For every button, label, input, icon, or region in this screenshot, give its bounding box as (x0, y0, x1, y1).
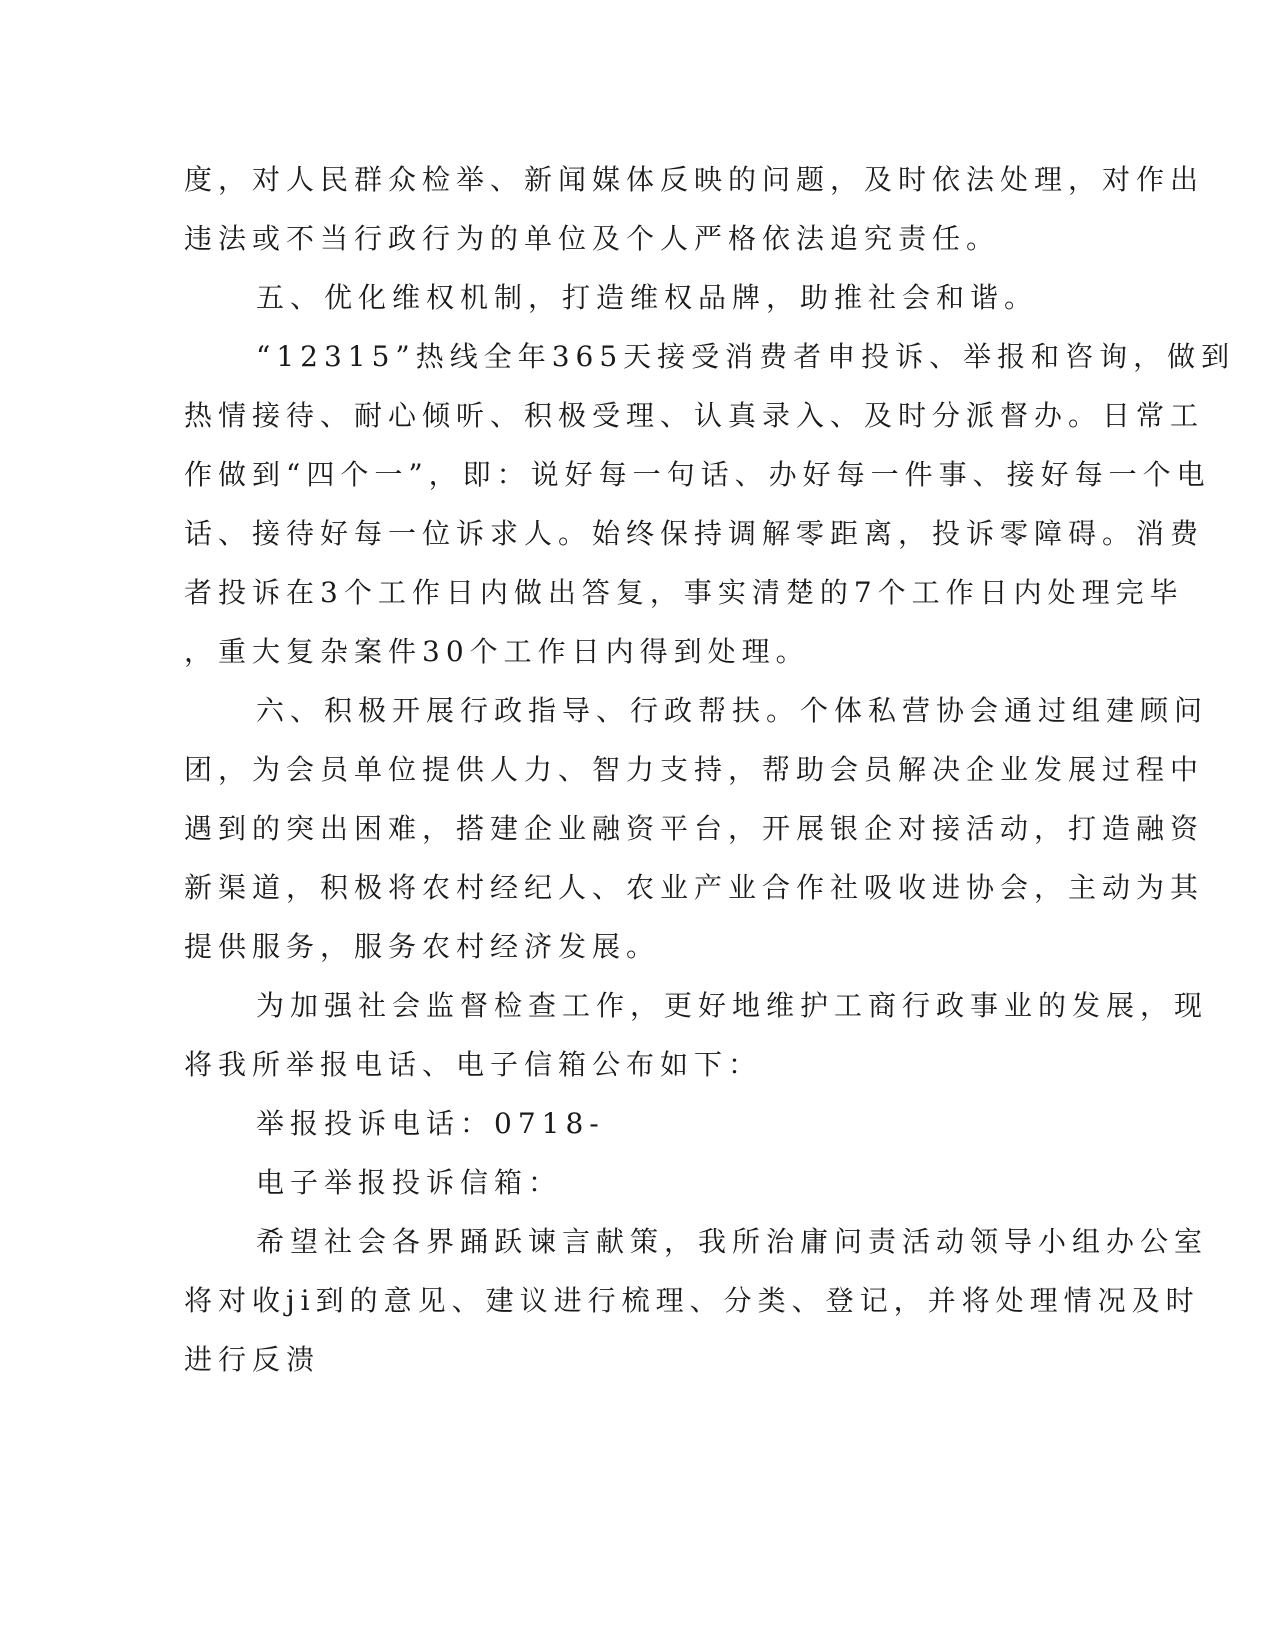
text-line: 进行反溃 (184, 1343, 321, 1376)
text-line: 遇到的突出困难，搭建企业融资平台，开展银企对接活动，打造融资 (184, 812, 1205, 845)
text-line: 希望社会各界踊跃谏言献策，我所治庸问责活动领导小组办公室 (256, 1225, 1209, 1258)
text-line: 作做到“四个一”，即：说好每一句话、办好每一件事、接好每一个电 (184, 458, 1211, 491)
report-email: 电子举报投诉信箱： (256, 1166, 563, 1199)
text-line: ，重大复杂案件30个工作日内得到处理。 (184, 635, 810, 668)
text-line: 热情接待、耐心倾听、积极受理、认真录入、及时分派督办。日常工 (184, 399, 1205, 432)
text-line: 为加强社会监督检查工作，更好地维护工商行政事业的发展，现 (256, 989, 1209, 1022)
text-line: 将对收ji到的意见、建议进行梳理、分类、登记，并将处理情况及时 (184, 1284, 1200, 1317)
text-line: 提供服务，服务农村经济发展。 (184, 930, 661, 963)
text-line: 团，为会员单位提供人力、智力支持，帮助会员解决企业发展过程中 (184, 753, 1205, 786)
text-line: 将我所举报电话、电子信箱公布如下： (184, 1048, 763, 1081)
section-heading: 五、优化维权机制，打造维权品牌，助推社会和谐。 (256, 281, 1039, 314)
section-heading: 六、积极开展行政指导、行政帮扶。个体私营协会通过组建顾问 (256, 694, 1209, 727)
text-line: 者投诉在3个工作日内做出答复，事实清楚的7个工作日内处理完毕 (184, 576, 1184, 609)
text-line: 违法或不当行政行为的单位及个人严格依法追究责任。 (184, 222, 1001, 255)
text-line: 新渠道，积极将农村经纪人、农业产业合作社吸收进协会，主动为其 (184, 871, 1205, 904)
text-line: 度，对人民群众检举、新闻媒体反映的问题，及时依法处理，对作出 (184, 163, 1205, 196)
text-line: “12315”热线全年365天接受消费者申投诉、举报和咨询，做到 (256, 340, 1236, 373)
text-line: 话、接待好每一位诉求人。始终保持调解零距离，投诉零障碍。消费 (184, 517, 1205, 550)
report-phone: 举报投诉电话：0718- (256, 1107, 605, 1140)
